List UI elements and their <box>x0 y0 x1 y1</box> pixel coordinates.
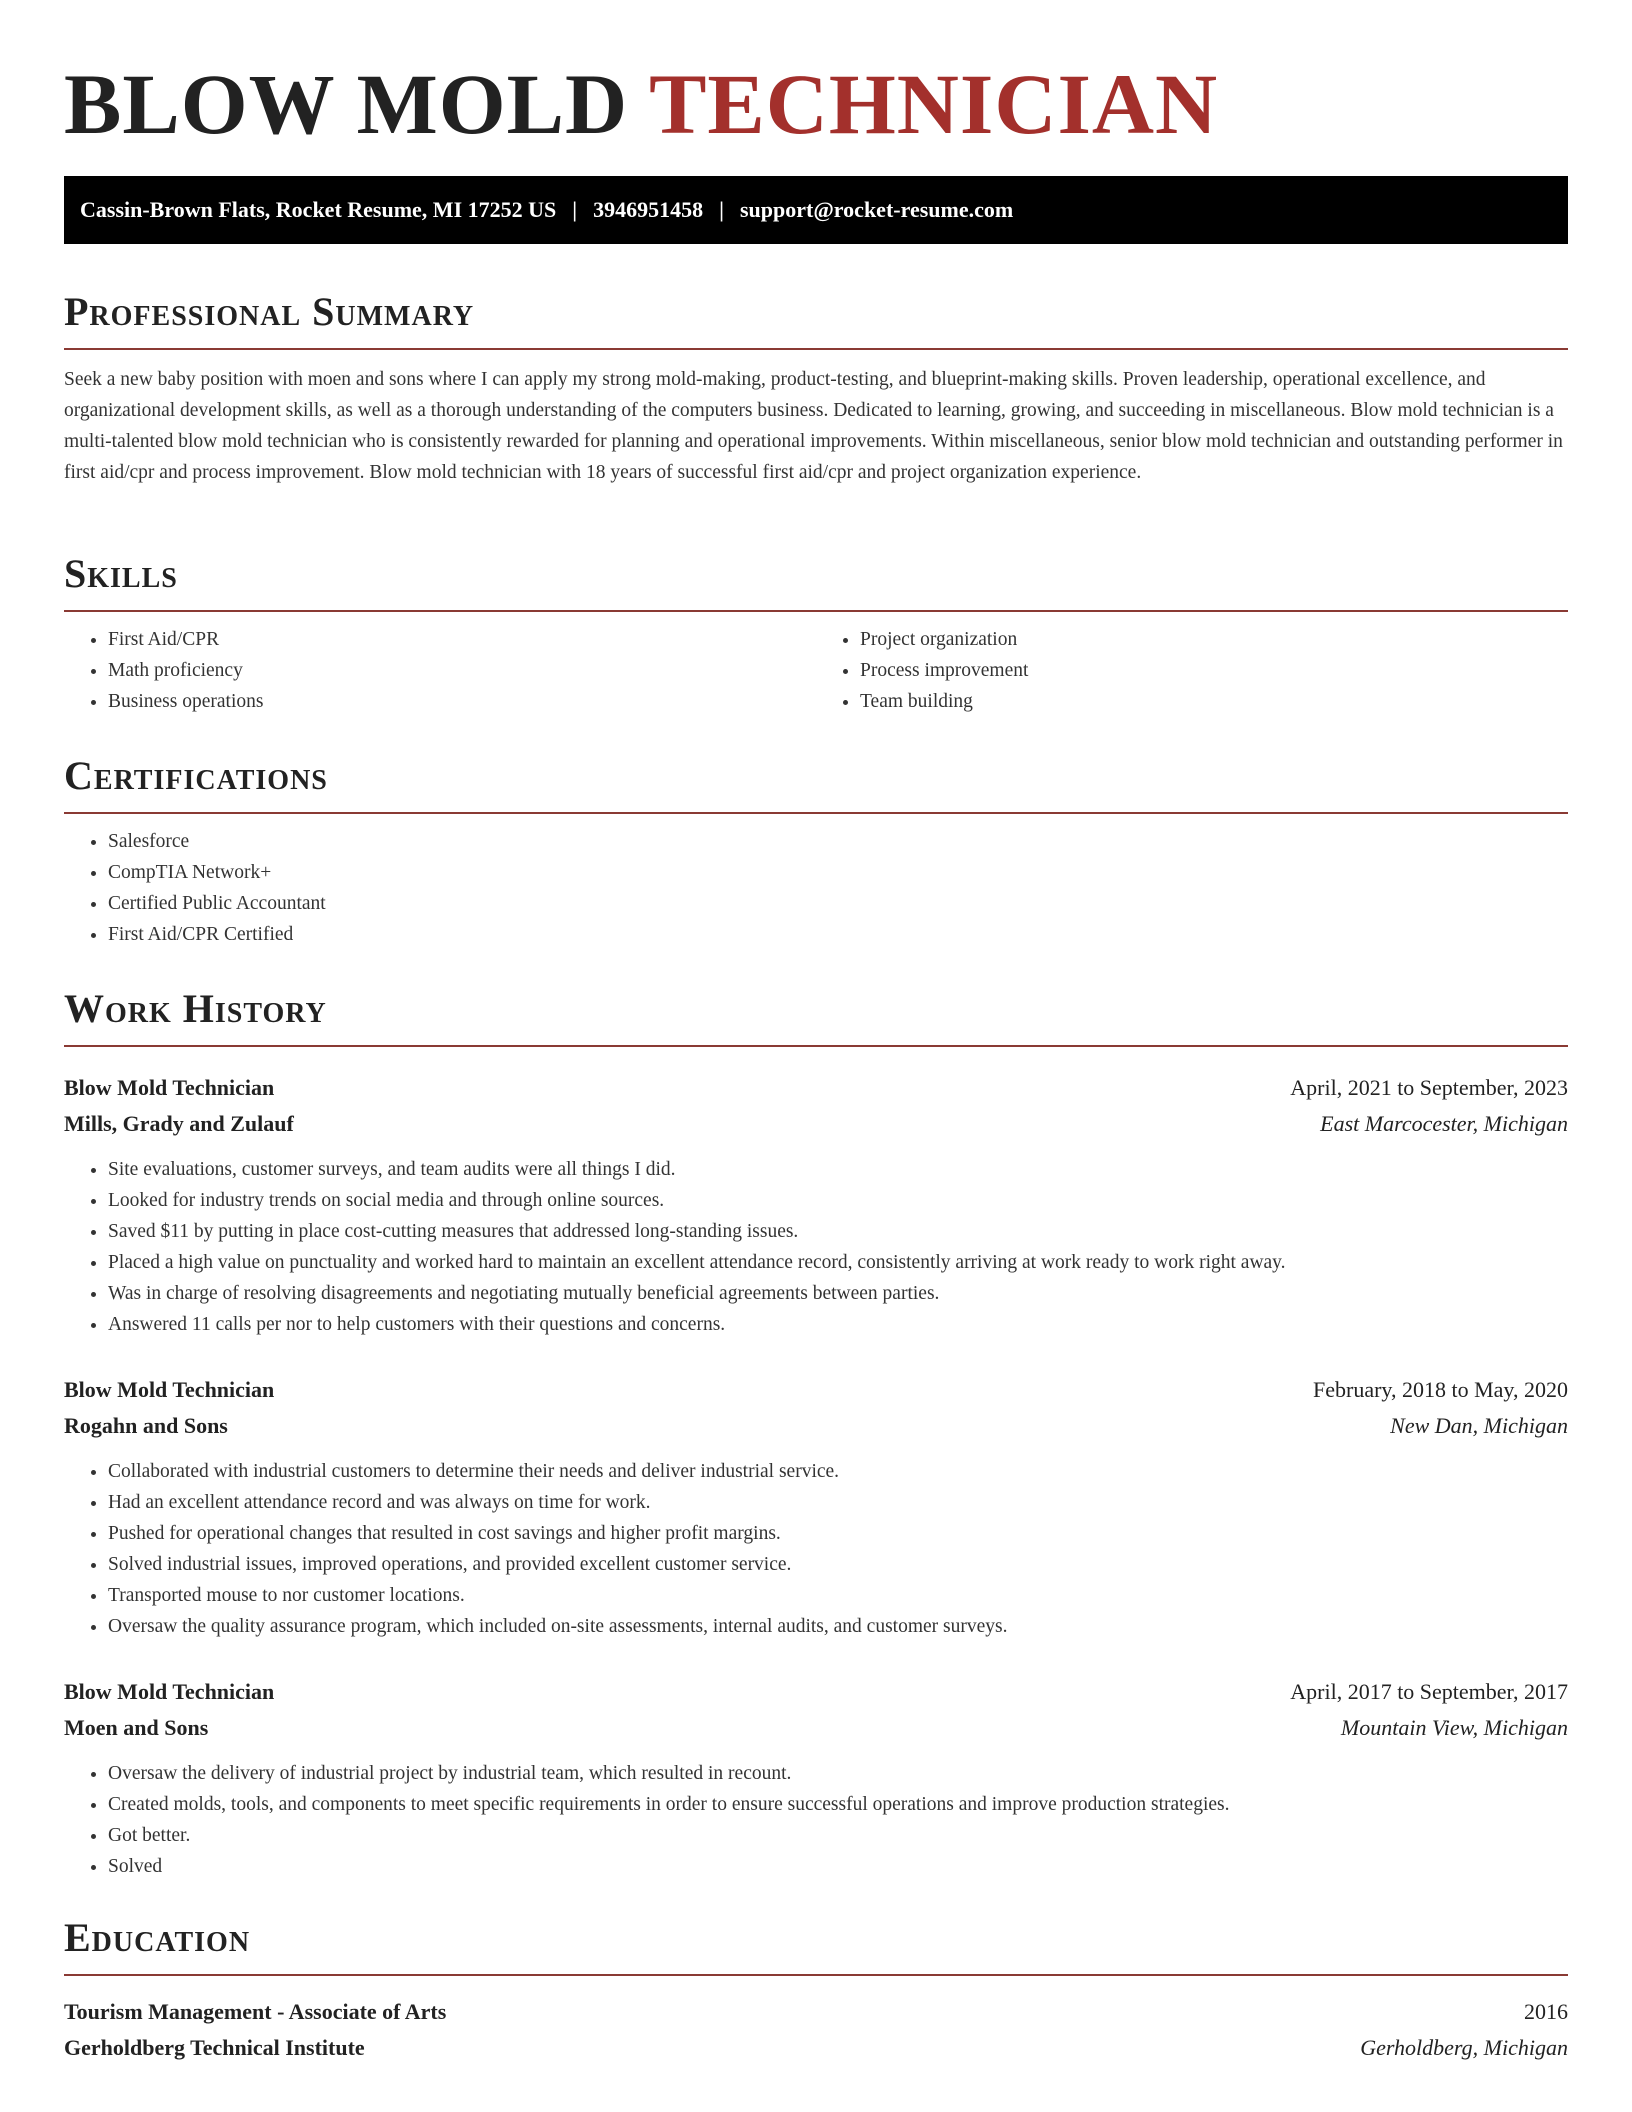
job-dates: April, 2017 to September, 2017 <box>1290 1679 1568 1704</box>
job-dates: February, 2018 to May, 2020 <box>1313 1377 1568 1402</box>
job-location: Mountain View, Michigan <box>1340 1715 1568 1740</box>
resume-title <box>64 52 1218 156</box>
job-company-row <box>64 1710 1568 1746</box>
job-entry <box>64 1372 1568 1642</box>
job-company: Rogahn and Sons <box>64 1413 228 1438</box>
job-entry <box>64 1674 1568 1882</box>
skills-list-right <box>816 624 1568 717</box>
certifications-list <box>64 826 1568 950</box>
skill-item: • First Aid/CPR <box>108 624 816 655</box>
education-school: Gerholdberg Technical Institute <box>64 2035 365 2060</box>
skill-item: • Process improvement <box>860 655 1568 686</box>
job-company-row <box>64 1106 1568 1142</box>
skill-item: • Project organization <box>860 624 1568 655</box>
education-school-row <box>64 2030 1568 2066</box>
section-divider <box>64 812 1568 814</box>
certification-item: • Certified Public Accountant <box>108 888 1568 919</box>
education-degree: Tourism Management - Associate of Arts <box>64 1999 447 2024</box>
skill-item: • Math proficiency <box>108 655 816 686</box>
education-entry <box>64 1994 1568 2066</box>
contact-separator: | <box>719 197 724 222</box>
certification-item: • First Aid/CPR Certified <box>108 919 1568 950</box>
summary-section <box>64 286 1568 488</box>
job-header-row <box>64 1372 1568 1408</box>
job-bullet: • Solved <box>108 1851 1568 1882</box>
job-header-row <box>64 1674 1568 1710</box>
education-header-row <box>64 1994 1568 2030</box>
education-section <box>64 1912 1568 1976</box>
job-bullet: • Was in charge of resolving disagreements and negotiating mutually beneficial agreements between parties. <box>108 1278 1568 1309</box>
job-location: East Marcocester, Michigan <box>1320 1111 1568 1136</box>
summary-text: Seek a new baby position with moen and sons where I can apply my strong mold-making, product-testing, and blueprint-making skills. Proven leadership, operational excellence, and organizational development skills, as well as a thorough understanding of the computers business. Dedicated to learning, growing, and succeeding in miscellaneous. Blow mold technician is a multi-talented blow mold technician who is consistently rewarded for planning and operational improvements. Within miscellaneous, senior blow mold technician and outstanding performer in first aid/cpr and process improvement. Blow mold technician with 18 years of successful first aid/cpr and project organization experience. <box>64 369 1563 483</box>
job-bullet: • Pushed for operational changes that resulted in cost savings and higher profit margins. <box>108 1518 1568 1549</box>
job-company-row <box>64 1408 1568 1444</box>
job-bullet: • Looked for industry trends on social media and through online sources. <box>108 1185 1568 1216</box>
job-bullet: • Had an excellent attendance record and was always on time for work. <box>108 1487 1568 1518</box>
job-title: Blow Mold Technician <box>64 1377 275 1402</box>
job-bullets <box>64 1456 1568 1642</box>
job-dates: April, 2021 to September, 2023 <box>1290 1075 1568 1100</box>
skills-columns <box>64 612 1568 717</box>
job-bullet: • Oversaw the delivery of industrial project by industrial team, which resulted in recount. <box>108 1758 1568 1789</box>
skills-list-left <box>64 624 816 717</box>
job-bullet: • Saved $11 by putting in place cost-cutting measures that addressed long-standing issues. <box>108 1216 1568 1247</box>
job-company: Moen and Sons <box>64 1715 209 1740</box>
certification-item: • CompTIA Network+ <box>108 857 1568 888</box>
job-bullet: • Placed a high value on punctuality and worked hard to maintain an excellent attendance record, consistently arriving at work ready to work right away. <box>108 1247 1568 1278</box>
job-bullet: • Collaborated with industrial customers to determine their needs and deliver industrial service. <box>108 1456 1568 1487</box>
section-divider <box>64 1974 1568 1976</box>
job-bullet: • Answered 11 calls per nor to help customers with their questions and concerns. <box>108 1309 1568 1340</box>
contact-phone: 3946951458 <box>593 197 704 222</box>
job-bullet: • Solved industrial issues, improved operations, and provided excellent customer service. <box>108 1549 1568 1580</box>
job-title: Blow Mold Technician <box>64 1679 275 1704</box>
job-bullet: • Created molds, tools, and components to meet specific requirements in order to ensure successful operations and improve production strategies. <box>108 1789 1568 1820</box>
contact-email: support@rocket-resume.com <box>739 197 1014 222</box>
summary-heading: Professional Summary <box>64 289 475 334</box>
title-accent: TECHNICIAN <box>649 56 1219 152</box>
skills-section <box>64 548 1568 717</box>
certification-item: • Salesforce <box>108 826 1568 857</box>
job-bullets <box>64 1758 1568 1882</box>
title-first: BLOW MOLD <box>64 56 629 152</box>
skills-heading: Skills <box>64 551 178 596</box>
education-year: 2016 <box>1524 1999 1568 2024</box>
job-bullets <box>64 1154 1568 1340</box>
certifications-heading: Certifications <box>64 753 328 798</box>
job-header-row <box>64 1070 1568 1106</box>
job-bullet: • Transported mouse to nor customer locations. <box>108 1580 1568 1611</box>
skill-item: • Team building <box>860 686 1568 717</box>
contact-separator: | <box>572 197 578 222</box>
job-bullet: • Got better. <box>108 1820 1568 1851</box>
job-title: Blow Mold Technician <box>64 1075 275 1100</box>
education-location: Gerholdberg, Michigan <box>1360 2035 1568 2060</box>
skill-item: • Business operations <box>108 686 816 717</box>
job-location: New Dan, Michigan <box>1390 1413 1568 1438</box>
certifications-section <box>64 750 1568 950</box>
work-history-section <box>64 983 1568 1047</box>
job-entry <box>64 1070 1568 1340</box>
education-heading: Education <box>64 1915 251 1960</box>
contact-address: Cassin-Brown Flats, Rocket Resume, MI 17252 US <box>80 197 557 222</box>
job-company: Mills, Grady and Zulauf <box>64 1111 294 1136</box>
contact-bar <box>64 176 1568 244</box>
job-bullet: • Oversaw the quality assurance program, which included on-site assessments, internal audits, and customer surveys. <box>108 1611 1568 1642</box>
work-history-heading: Work History <box>64 986 327 1031</box>
job-bullet: • Site evaluations, customer surveys, and team audits were all things I did. <box>108 1154 1568 1185</box>
section-divider <box>64 348 1568 350</box>
section-divider <box>64 1045 1568 1047</box>
